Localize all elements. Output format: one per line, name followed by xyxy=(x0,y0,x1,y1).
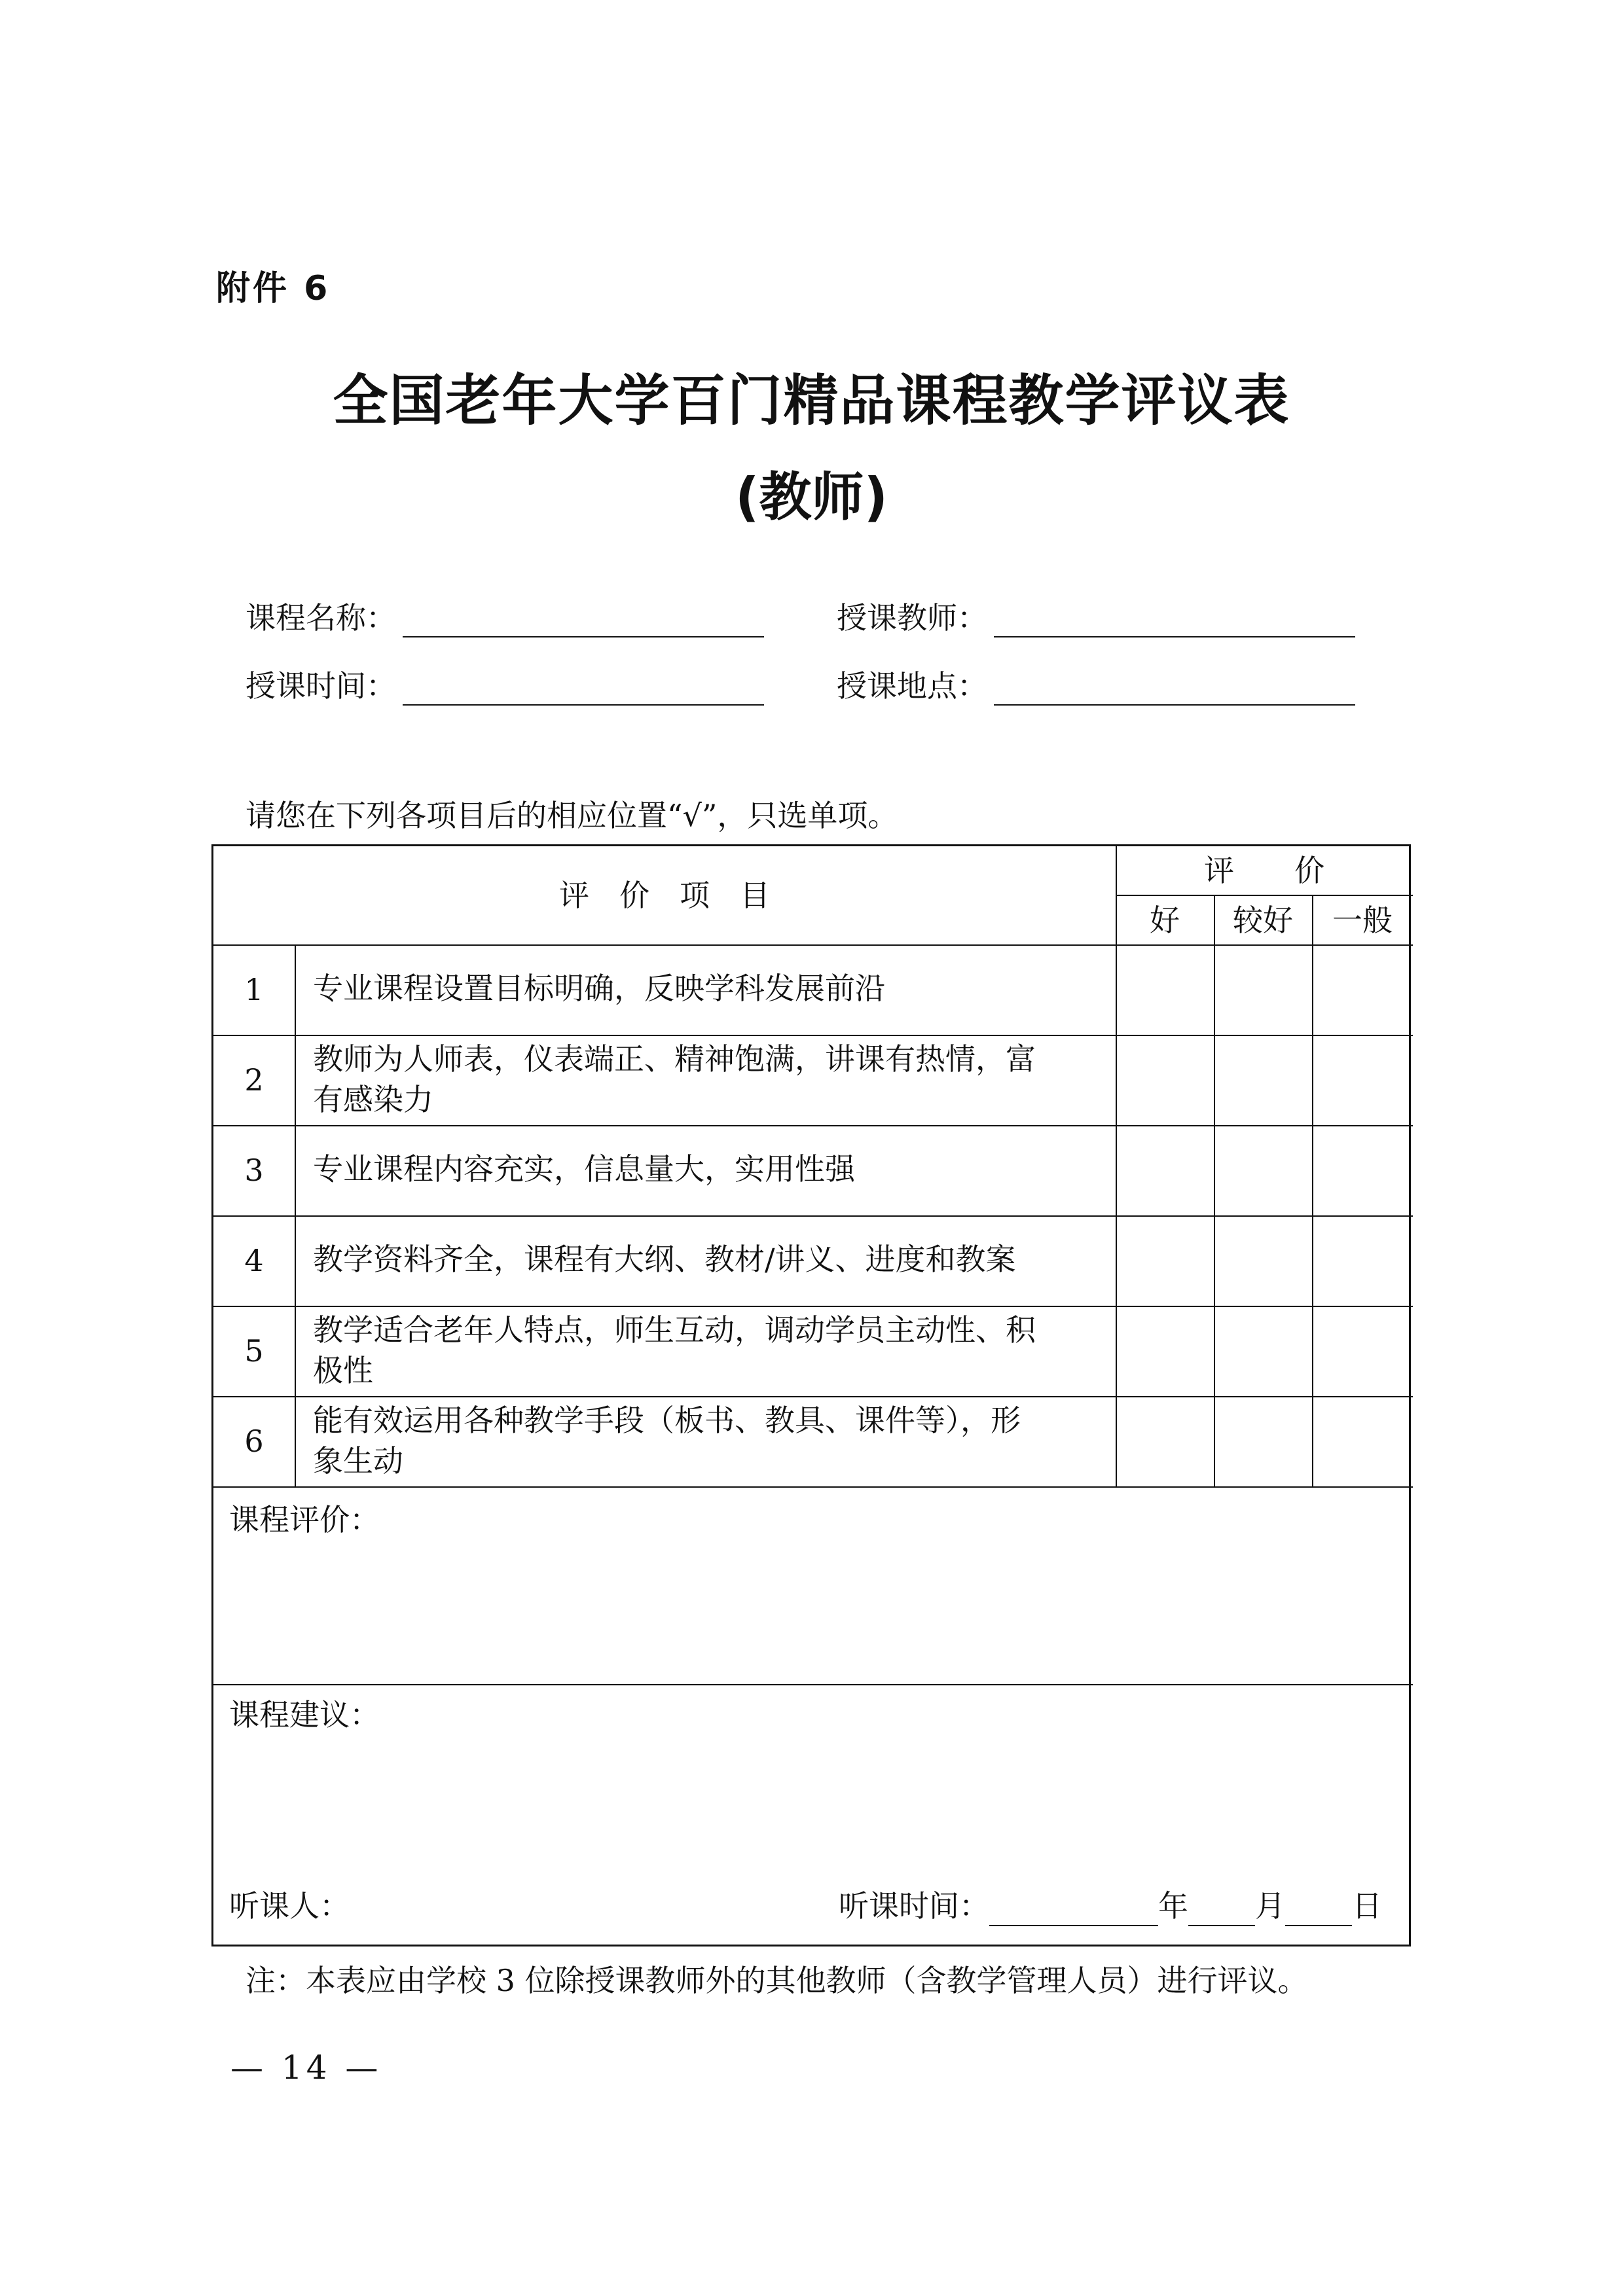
evaluation-table xyxy=(211,844,1411,1946)
day-input-line[interactable] xyxy=(1285,1895,1352,1926)
row-2-text-line1: 教师为人师表，仪表端正、精神饱满，讲课有热情，富 xyxy=(313,1041,1036,1077)
row-line-4 xyxy=(213,1306,1413,1307)
time-input-line[interactable] xyxy=(403,674,764,706)
course-name-input-line[interactable] xyxy=(403,606,764,637)
row-1-number: 1 xyxy=(244,972,264,1007)
location-input-line[interactable] xyxy=(994,674,1355,706)
row-line-1 xyxy=(213,1035,1413,1036)
row-line-2 xyxy=(213,1125,1413,1126)
page-subtitle: (教师) xyxy=(735,467,888,528)
course-suggestion-label: 课程建议： xyxy=(229,1697,380,1732)
instruction-text: 请您在下列各项目后的相应位置“√”，只选单项。 xyxy=(246,798,898,833)
listen-time-field[interactable] xyxy=(839,1886,1382,1926)
header-evaluation: 评 价 xyxy=(1204,853,1324,888)
row-4-text: 教学资料齐全，课程有大纲、教材/讲义、进度和教案 xyxy=(313,1242,1016,1277)
row-2-number: 2 xyxy=(244,1062,264,1098)
eval-header-divider xyxy=(1116,895,1413,896)
row-6-text-line1: 能有效运用各种教学手段（板书、教具、课件等），形 xyxy=(313,1403,1021,1438)
time-label: 授课时间： xyxy=(246,668,396,704)
rating-good: 好 xyxy=(1150,903,1180,938)
course-suggestion-area[interactable] xyxy=(215,1738,1410,1869)
row-line-3 xyxy=(213,1215,1413,1217)
year-input-line[interactable] xyxy=(989,1895,1158,1926)
row-5-number: 5 xyxy=(244,1333,264,1369)
listen-time-label: 听课时间： xyxy=(839,1888,989,1924)
section-line xyxy=(213,1684,1413,1685)
col-line-item xyxy=(1116,846,1117,1486)
row-6-text-line2: 象生动 xyxy=(313,1443,403,1479)
row-1-text: 专业课程设置目标明确，反映学科发展前沿 xyxy=(313,971,885,1006)
row-1-average-cell[interactable] xyxy=(1313,946,1410,1033)
row-6-number: 6 xyxy=(244,1424,264,1459)
col-line-no xyxy=(295,944,296,1486)
row-5-text-line1: 教学适合老年人特点，师生互动，调动学员主动性、积 xyxy=(313,1312,1036,1348)
row-2-text-line2: 有感染力 xyxy=(313,1082,433,1117)
teacher-field[interactable] xyxy=(837,594,1355,637)
location-label: 授课地点： xyxy=(837,668,987,704)
location-field[interactable] xyxy=(837,662,1355,706)
attachment-label: 附件 6 xyxy=(216,269,331,308)
teacher-label: 授课教师： xyxy=(837,600,987,636)
listener-label: 听课人： xyxy=(229,1888,350,1924)
page-number: — 14 — xyxy=(230,2049,382,2087)
course-name-label: 课程名称： xyxy=(246,600,396,636)
day-label: 日 xyxy=(1352,1888,1382,1924)
month-label: 月 xyxy=(1255,1888,1285,1924)
course-evaluation-area[interactable] xyxy=(215,1543,1410,1680)
row-5-text-line2: 极性 xyxy=(313,1353,373,1388)
rating-better: 较好 xyxy=(1233,903,1293,938)
row-3-number: 3 xyxy=(244,1153,264,1188)
footnote: 注：本表应由学校 3 位除授课教师外的其他教师（含教学管理人员）进行评议。 xyxy=(246,1963,1308,1998)
row-3-text: 专业课程内容充实，信息量大，实用性强 xyxy=(313,1151,855,1187)
row-4-number: 4 xyxy=(244,1243,264,1278)
row-line-6 xyxy=(213,1486,1413,1488)
row-line-5 xyxy=(213,1396,1413,1397)
header-item: 评 价 项 目 xyxy=(559,878,770,913)
page-title: 全国老年大学百门精品课程教学评议表 xyxy=(333,368,1290,433)
year-label: 年 xyxy=(1158,1888,1188,1924)
month-input-line[interactable] xyxy=(1188,1895,1255,1926)
course-name-field[interactable] xyxy=(246,594,764,637)
time-field[interactable] xyxy=(246,662,764,706)
rating-average: 一般 xyxy=(1332,903,1393,938)
course-evaluation-label: 课程评价： xyxy=(229,1502,380,1537)
teacher-input-line[interactable] xyxy=(994,606,1355,637)
row-1-good-cell[interactable] xyxy=(1117,946,1213,1033)
row-1-better-cell[interactable] xyxy=(1215,946,1311,1033)
